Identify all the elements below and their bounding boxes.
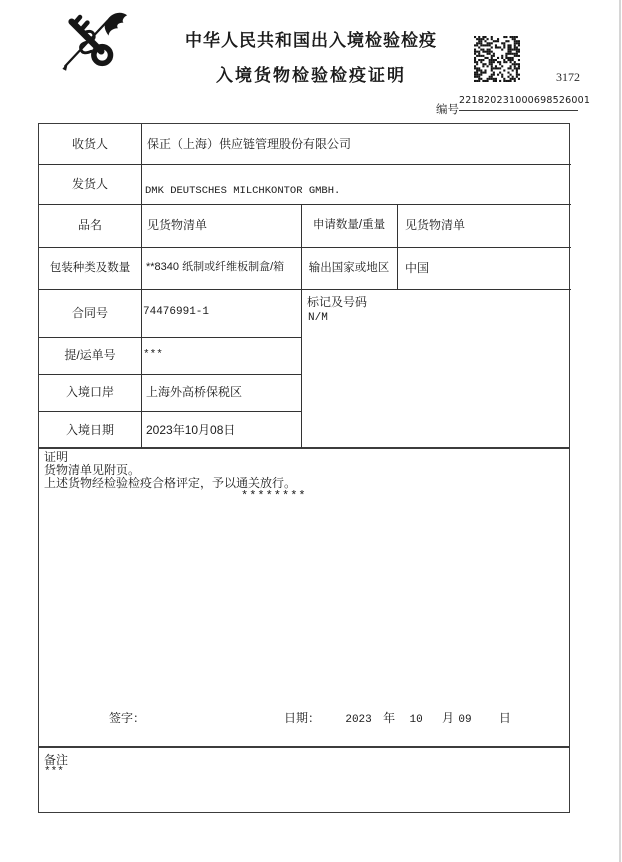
certificate-heading: 证明 — [44, 450, 69, 464]
serial-number-label: 编号 — [436, 104, 459, 116]
certificate-stars: ******** — [241, 489, 307, 503]
bill-of-lading-label: 提/运单号 — [64, 348, 116, 362]
marks-numbers-label: 标记及号码 — [307, 295, 368, 309]
product-name-value: 见货物清单 — [147, 218, 208, 232]
date-group — [284, 709, 511, 726]
entry-port-value: 上海外高桥保税区 — [146, 385, 243, 399]
document-title: 入境货物检验检疫证明 — [216, 66, 406, 85]
declared-quantity-label: 申请数量/重量 — [312, 219, 386, 232]
certificate-line-1: 货物清单见附页。 — [44, 463, 141, 477]
certificate-line-2: 上述货物经检验检疫合格评定，予以通关放行。 — [44, 476, 297, 490]
remarks-label: 备注 — [44, 753, 69, 767]
bill-of-lading-value: *** — [143, 348, 163, 361]
page-code: 3172 — [556, 70, 580, 84]
declared-quantity-value: 见货物清单 — [405, 218, 466, 232]
export-country-value: 中国 — [405, 260, 430, 275]
consignor-label: 发货人 — [71, 176, 108, 191]
entry-date-value: 2023年10月08日 — [146, 422, 236, 437]
page-edge-line — [619, 0, 621, 862]
grid-line — [141, 124, 142, 449]
date-day: 09 — [458, 714, 472, 726]
date-year: 2023 — [345, 714, 372, 726]
signature-label: 签字： — [109, 711, 146, 725]
date-day-unit: 日 — [498, 711, 511, 725]
package-type-value: **8340 纸制或纤维板制盒/箱 — [146, 261, 285, 274]
date-label: 日期： — [284, 711, 321, 725]
consignor-value: DMK DEUTSCHES MILCHKONTOR GMBH. — [145, 185, 341, 198]
date-month-unit: 月 — [442, 711, 455, 725]
consignee-label: 收货人 — [71, 136, 108, 151]
marks-numbers-value: N/M — [308, 312, 328, 324]
org-title: 中华人民共和国出入境检验检疫 — [185, 31, 437, 50]
remarks-box — [38, 747, 570, 813]
serial-number-value: 221820231000698526001 — [459, 95, 578, 111]
package-type-label: 包装种类及数量 — [49, 261, 131, 274]
entry-port-label: 入境口岸 — [65, 385, 114, 399]
remarks-value: *** — [44, 766, 64, 778]
certificate-box — [38, 448, 570, 747]
export-country-label: 输出国家或地区 — [308, 261, 390, 274]
contract-no-label: 合同号 — [71, 305, 108, 320]
consignee-value: 保正（上海）供应链管理股份有限公司 — [147, 136, 352, 151]
product-name-label: 品名 — [77, 218, 102, 232]
contract-no-value: 74476991-1 — [143, 306, 210, 319]
entry-date-label: 入境日期 — [65, 422, 114, 437]
info-table — [38, 123, 570, 448]
date-year-unit: 年 — [383, 711, 396, 725]
date-month: 10 — [409, 714, 423, 726]
qr-code-icon — [474, 36, 520, 82]
